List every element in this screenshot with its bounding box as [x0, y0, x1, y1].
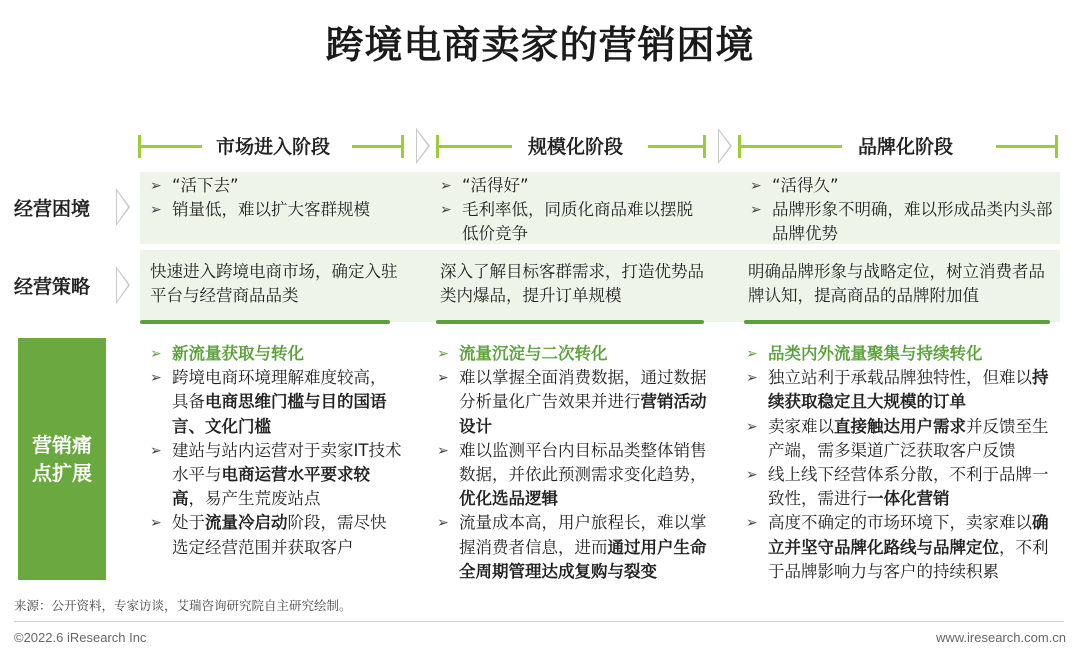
strategy-cell-scaling: 深入了解目标客群需求，打造优势品类内爆品，提升订单规模: [440, 262, 704, 305]
text-segment: 线上线下经营体系分散，不利于品牌一致性，需进行: [768, 465, 1049, 509]
emphasis-text: 通过用户生命全周期管理达成复购与裂变: [459, 537, 707, 581]
list-item: [150, 439, 402, 512]
text-segment: 高度不确定的市场环境下，卖家难以: [768, 513, 1032, 533]
list-item: [150, 366, 402, 439]
stage-header-branding: [738, 126, 1058, 166]
stage-label: 品牌化阶段: [858, 136, 954, 158]
pain-label-line: 营销痛: [32, 433, 92, 457]
text-segment: ，不利于品牌影响力与客户的持续积累: [768, 537, 1049, 581]
list-item: ➢ “活得久”: [750, 174, 1060, 198]
stage-label: 市场进入阶段: [216, 136, 331, 158]
text-segment: 流量成本高，用户旅程长，难以掌握消费者信息，进而: [459, 513, 707, 557]
list-item: [746, 415, 1062, 463]
row-label-pain-points: [18, 338, 106, 580]
stage-header-market-entry: [138, 126, 404, 166]
divider: [436, 320, 704, 324]
text-segment: 难以监测平台内目标品类整体销售数据，并依此预测需求变化趋势，: [459, 440, 707, 485]
text-segment: 并反馈至生产端，需多渠道广泛获取客户反馈: [768, 416, 1049, 460]
list-item: [437, 366, 717, 439]
text-segment: 处于: [172, 513, 205, 533]
list-item: [746, 463, 1062, 511]
pain-heading: ➢ 流量沉淀与二次转化: [437, 342, 717, 366]
dilemma-cell-scaling: [440, 174, 702, 246]
list-item: ➢ 销量低，难以扩大客群规模: [150, 198, 410, 222]
emphasis-text: 流量冷启动: [205, 513, 288, 533]
pain-column-market-entry: [150, 342, 402, 560]
text-segment: 难以掌握全面消费数据，通过数据分析量化广告效果并进行: [459, 368, 707, 412]
list-item: ➢ “活下去”: [150, 174, 410, 198]
pain-column-scaling: [437, 342, 717, 584]
emphasis-text: 持续获取稳定且大规模的订单: [768, 368, 1049, 412]
emphasis-text: 一体化营销: [867, 489, 950, 509]
text-segment: 独立站利于承载品牌独特性，但难以: [768, 368, 1032, 388]
footer-divider: [14, 621, 1064, 622]
list-item: [437, 511, 717, 584]
text-segment: 建站与站内运营对于卖家IT技术水平与: [172, 440, 402, 485]
list-item: ➢ 毛利率低，同质化商品难以摆脱低价竞争: [440, 198, 702, 246]
dilemma-cell-market-entry: [150, 174, 410, 222]
divider: [744, 320, 1050, 324]
list-item: ➢ “活得好”: [440, 174, 702, 198]
emphasis-text: 优化选品逻辑: [459, 489, 558, 509]
text-segment: ，易产生荒废站点: [188, 489, 321, 509]
emphasis-text: 电商运营水平要求较高: [172, 465, 370, 509]
page-title: 跨境电商卖家的营销困境: [325, 23, 755, 67]
emphasis-text: 直接触达用户需求: [834, 416, 966, 436]
text-segment: 跨境电商环境理解难度较高，具备: [172, 368, 387, 412]
divider: [140, 320, 390, 324]
row-label-strategy: 经营策略: [14, 276, 91, 298]
list-item: [746, 366, 1062, 414]
strategy-cell-branding: 明确品牌形象与战略定位，树立消费者品牌认知，提高商品的品牌附加值: [748, 262, 1045, 305]
pain-column-branding: [746, 342, 1062, 584]
dilemma-cell-branding: [750, 174, 1060, 246]
pain-heading: ➢ 新流量获取与转化: [150, 342, 402, 366]
emphasis-text: 营销活动设计: [459, 392, 707, 436]
stage-arrow-icon: [416, 128, 430, 164]
row-arrow-icon: [116, 188, 130, 226]
stage-arrow-icon: [718, 128, 732, 164]
list-item: ➢ 品牌形象不明确，难以形成品类内头部品牌优势: [750, 198, 1060, 246]
list-item: [746, 511, 1062, 584]
text-segment: 阶段，需尽快选定经营范围并获取客户: [172, 513, 387, 557]
row-arrow-icon: [116, 266, 130, 304]
copyright: ©2022.6 iResearch Inc: [14, 630, 147, 645]
emphasis-text: 电商思维门槛与目的国语言、文化门槛: [172, 392, 387, 436]
text-segment: 卖家难以: [768, 416, 834, 436]
strategy-cell-market-entry: 快速进入跨境电商市场，确定入驻平台与经营商品品类: [150, 262, 398, 305]
emphasis-text: 确立并坚守品牌化路线与品牌定位: [768, 513, 1049, 557]
stage-label: 规模化阶段: [528, 136, 624, 158]
pain-heading: ➢ 品类内外流量聚集与持续转化: [746, 342, 1062, 366]
pain-label-line: 点扩展: [32, 461, 92, 485]
list-item: [437, 439, 717, 512]
website-link[interactable]: www.iresearch.com.cn: [935, 630, 1066, 645]
row-label-dilemma: 经营困境: [14, 198, 91, 220]
source-note: 来源：公开资料，专家访谈，艾瑞咨询研究院自主研究绘制。: [14, 598, 352, 613]
list-item: [150, 511, 402, 559]
stage-header-scaling: [436, 126, 706, 166]
